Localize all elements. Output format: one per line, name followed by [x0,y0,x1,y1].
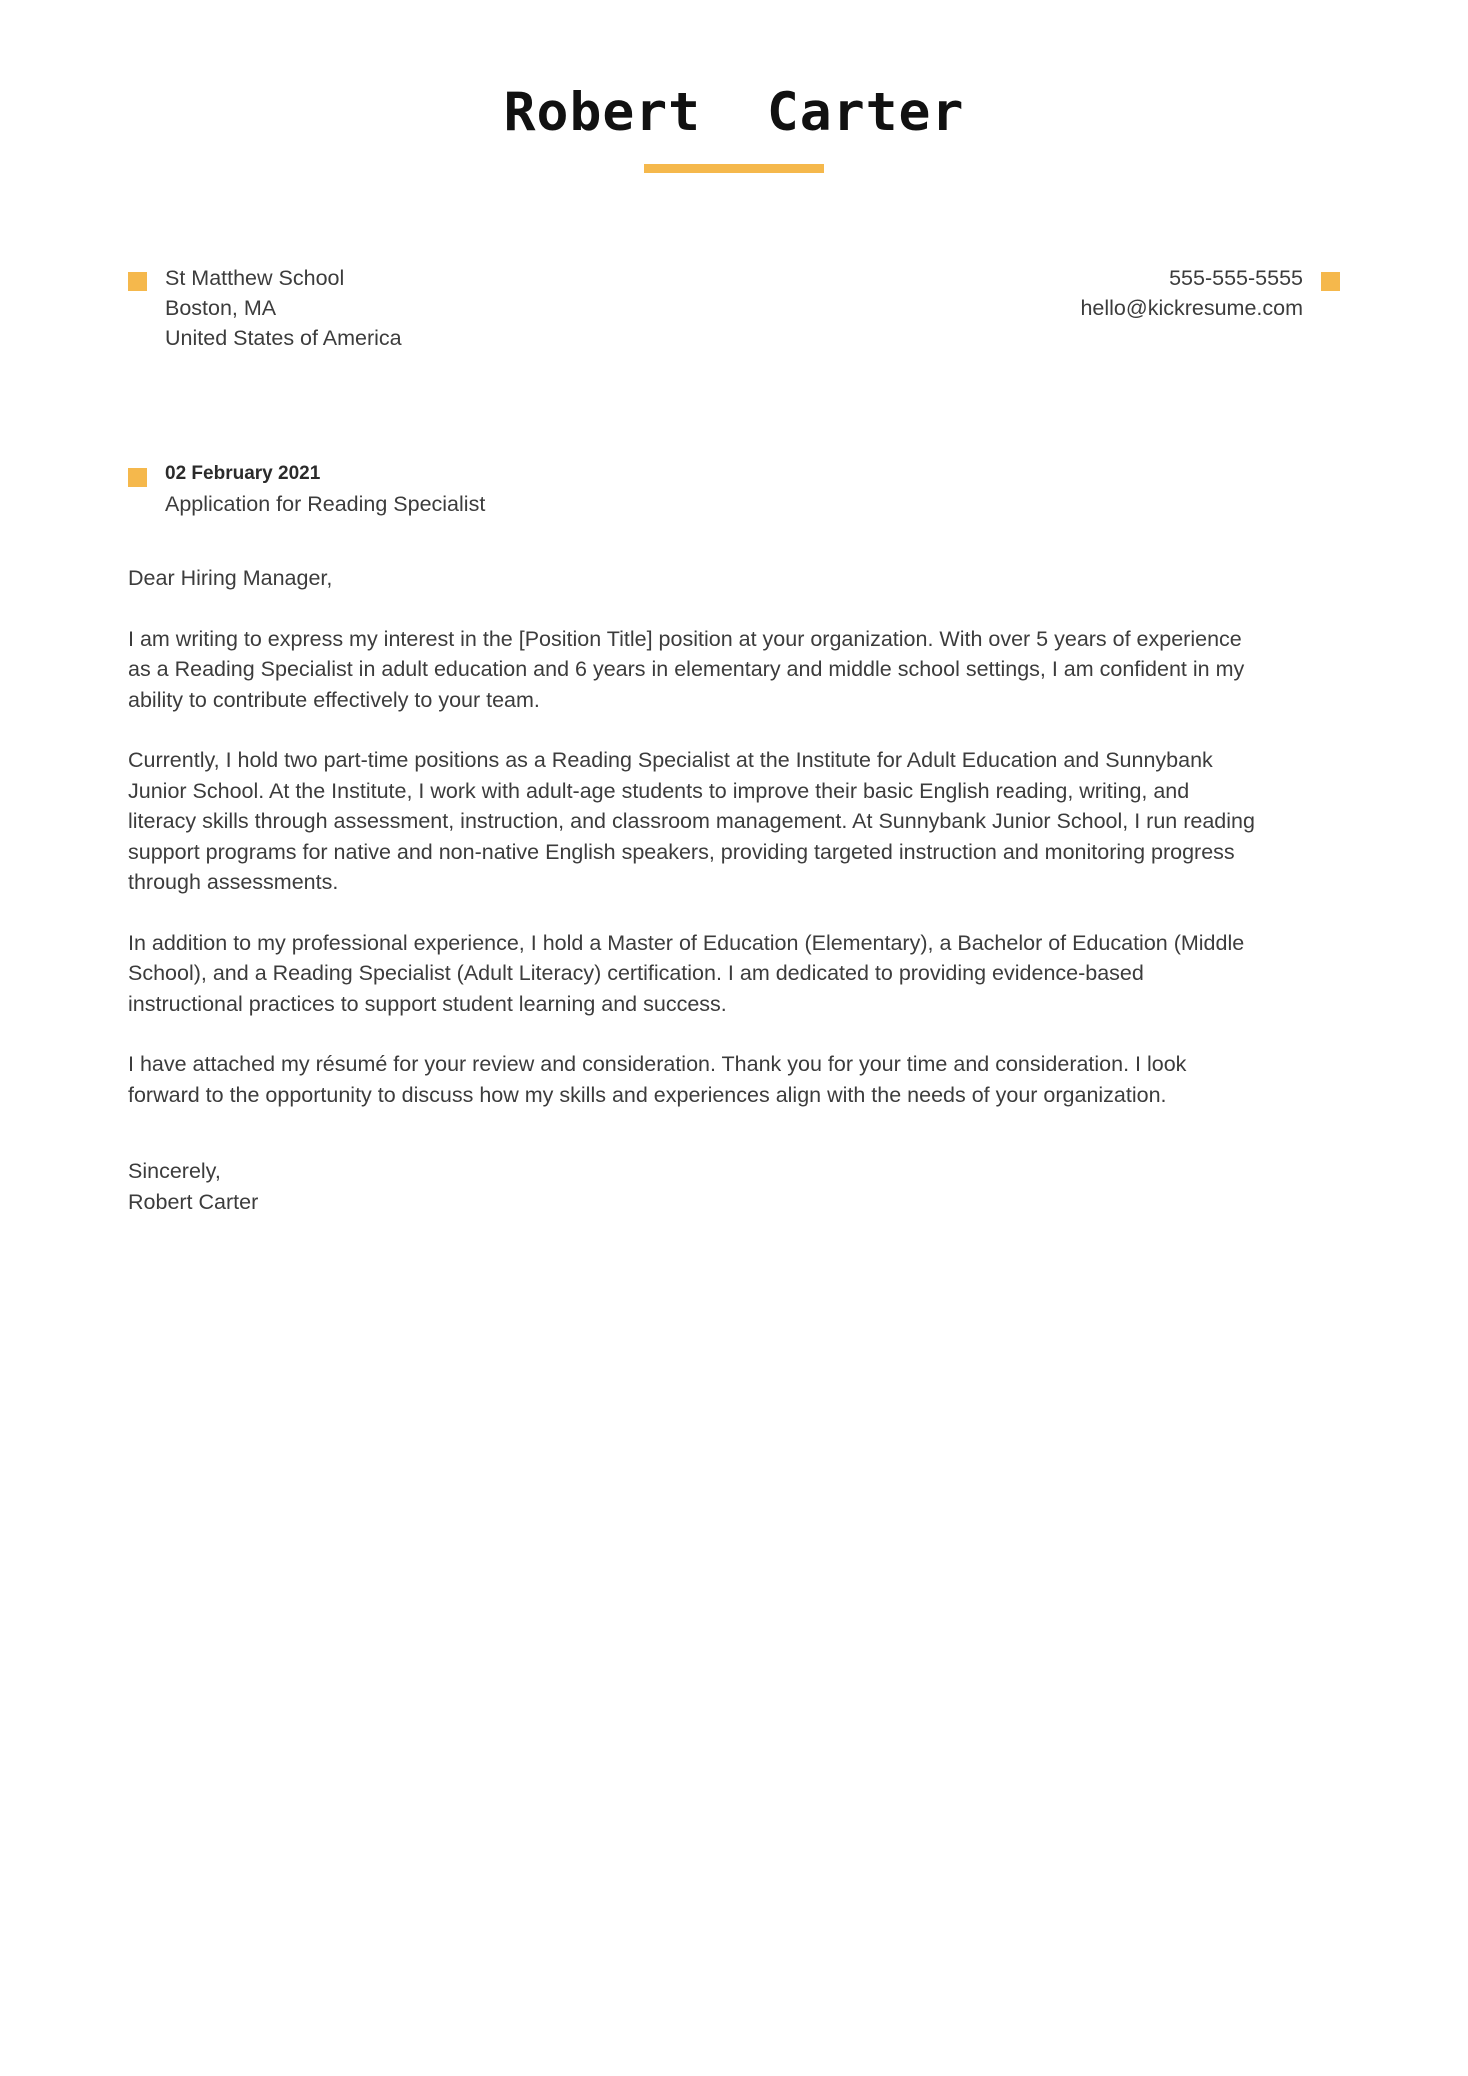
letter-signoff [128,1156,1258,1217]
name-underline-accent [644,164,824,173]
letter-subject: Application for Reading Specialist [165,492,486,517]
page-title: Robert Carter [503,82,965,143]
sender-contact-lines [1080,263,1303,323]
sender-email[interactable]: hello@kickresume.com [1080,296,1303,321]
recipient-city-state: Boston, MA [165,296,277,321]
letter-signature-name: Robert Carter [128,1189,259,1214]
recipient-lines [165,263,402,353]
letter-paragraph: In addition to my professional experience, I hold a Master of Education (Elementary), a Bachelor of Education (Middle School), and a Reading Specialist (Adult Literacy) certification. I am dedicated to providing evidence-based instructional practices to support student learning and success. [128,930,1245,1016]
recipient-country: United States of America [165,326,402,351]
date-subject-lines [165,461,485,519]
letter-closing: Sincerely, [128,1159,221,1184]
letter-paragraph: I have attached my résumé for your review and consideration. Thank you for your time and consideration. I look forward to the opportunity to discuss how my skills and experiences align with the needs of your organization. [128,1052,1187,1107]
letter-date: 02 February 2021 [165,463,321,485]
date-subject-block [128,461,1340,519]
letter-salutation: Dear Hiring Manager, [128,566,333,591]
letter-header [0,0,1468,173]
letter-paragraph: Currently, I hold two part-time positions as a Reading Specialist at the Institute for Adult Education and Sunnybank Junior School. At the Institute, I work with adult-age students to improve their basic English reading, writing, and literacy skills through assessment, instruction, and classroom management. At Sunnybank Junior School, I run reading support programs for native and non-native English speakers, providing targeted instruction and monitoring progress through assessments. [128,748,1255,895]
recipient-block [128,263,402,353]
square-bullet-icon [128,468,147,487]
letter-body [0,461,1468,1217]
contact-row [0,263,1468,353]
square-bullet-icon [128,272,147,291]
sender-contact-block [1080,263,1340,323]
sender-phone[interactable]: 555-555-5555 [1169,266,1303,291]
letter-paragraphs [128,563,1258,1217]
recipient-organization: St Matthew School [165,266,345,291]
letter-paragraph: I am writing to express my interest in the [Position Title] position at your organization. With over 5 years of experience as a Reading Specialist in adult education and 6 years in elementary and middle school settings, I am confident in my ability to contribute effectively to your team. [128,626,1245,712]
square-bullet-icon [1321,272,1340,291]
